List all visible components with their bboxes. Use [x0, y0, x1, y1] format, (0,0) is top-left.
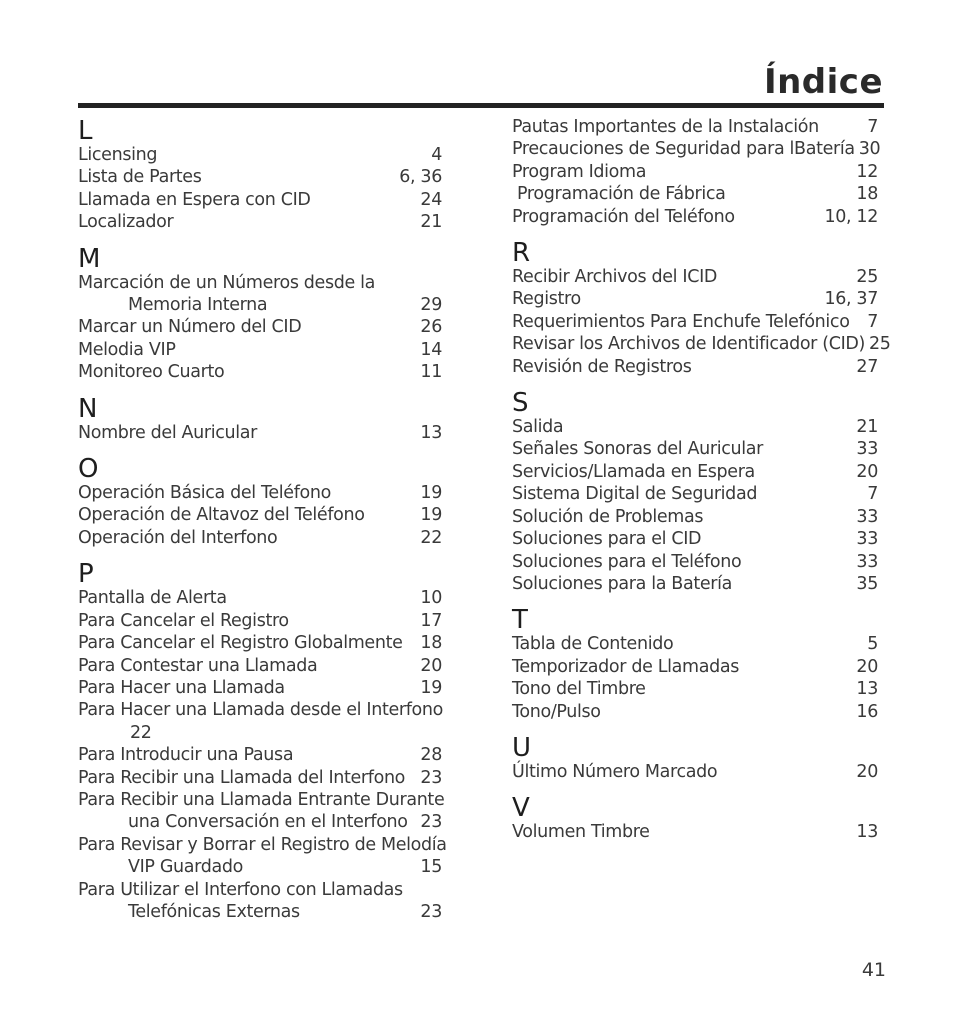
- entry-name: Programación del Teléfono: [512, 206, 735, 227]
- entry-name: Localizador: [78, 212, 174, 233]
- index-entry: [78, 144, 442, 166]
- entry-page: 19: [420, 483, 442, 504]
- entry-page: 23: [420, 812, 442, 833]
- index-entry: [512, 183, 878, 205]
- index-section: [78, 116, 442, 234]
- index-entry: [78, 901, 442, 923]
- index-entry: [78, 722, 442, 744]
- entry-page: 10, 12: [824, 206, 878, 227]
- entry-page: 21: [856, 417, 878, 438]
- entry-page: 11: [420, 362, 442, 383]
- section-letter: L: [78, 116, 93, 146]
- index-entry: [512, 116, 878, 138]
- entry-page: 25: [869, 334, 891, 355]
- index-entry: [512, 551, 878, 573]
- entry-page: 19: [420, 505, 442, 526]
- index-entry: [512, 656, 878, 678]
- entry-name: VIP Guardado: [128, 857, 243, 878]
- index-entry: [512, 138, 881, 160]
- entry-name: Para Cancelar el Registro: [78, 610, 289, 631]
- index-section: [512, 116, 881, 228]
- entry-page: 35: [856, 573, 878, 594]
- entry-page: 33: [856, 439, 878, 460]
- entry-page: 5: [867, 634, 878, 655]
- index-entry: [512, 506, 878, 528]
- section-letter: S: [512, 388, 529, 419]
- entry-page: 16: [856, 701, 878, 722]
- index-entry: [512, 573, 878, 595]
- entry-page: 22: [420, 527, 442, 548]
- entry-page: 33: [856, 551, 878, 572]
- entry-name: una Conversación en el Interfono: [128, 812, 408, 833]
- entry-page: 16, 37: [824, 289, 878, 310]
- index-section: [78, 559, 447, 923]
- entry-name: Para Hacer una Llamada desde el Interfono: [78, 700, 443, 721]
- entry-page: 7: [867, 117, 878, 137]
- entry-name: Recibir Archivos del ICID: [512, 267, 718, 288]
- entry-name: Sistema Digital de Seguridad: [512, 484, 758, 505]
- index-entry: [78, 361, 442, 383]
- entry-page: 33: [856, 506, 878, 527]
- section-letter: R: [512, 238, 531, 269]
- entry-name: Para Revisar y Borrar el Registro de Melodía: [78, 834, 447, 855]
- index-entry: [512, 356, 878, 378]
- entry-name: Soluciones para el CID: [512, 529, 702, 550]
- index-entry: [512, 266, 878, 288]
- index-section: [512, 388, 878, 595]
- section-letter: O: [78, 454, 99, 485]
- entry-page: 23: [420, 901, 442, 922]
- index-section: [78, 394, 442, 444]
- entry-page: 15: [420, 857, 442, 878]
- index-entry: [512, 633, 878, 655]
- entry-name: Pantalla de Alerta: [78, 588, 227, 609]
- entry-page: 7: [867, 311, 878, 332]
- entry-page: 12: [856, 161, 878, 182]
- entry-name: 22: [130, 722, 152, 743]
- index-entry: [78, 189, 442, 211]
- entry-page: 20: [856, 761, 878, 782]
- index-column-left: [78, 116, 447, 933]
- index-entry: [512, 333, 891, 355]
- entry-name: Solución de Problemas: [512, 506, 704, 527]
- index-entry: [78, 856, 442, 878]
- index-entry: [512, 528, 878, 550]
- entry-name: Tabla de Contenido: [512, 634, 674, 655]
- index-entry: [512, 311, 878, 333]
- entry-name: Precauciones de Seguridad para lBatería: [512, 139, 855, 160]
- entry-name: Salida: [512, 417, 564, 438]
- entry-name: Requerimientos Para Enchufe Telefónico: [512, 311, 850, 332]
- entry-name: Para Contestar una Llamada: [78, 655, 318, 676]
- index-entry: [78, 632, 442, 654]
- entry-page: 25: [856, 267, 878, 288]
- entry-name: Nombre del Auricular: [78, 422, 258, 443]
- entry-page: 23: [420, 767, 442, 788]
- index-entry: [78, 655, 442, 677]
- entry-name: Operación de Altavoz del Teléfono: [78, 505, 365, 526]
- entry-page: 28: [420, 745, 442, 766]
- index-entry: [78, 587, 442, 609]
- entry-page: 6, 36: [399, 167, 442, 188]
- index-entry: [78, 294, 442, 316]
- entry-name: Último Número Marcado: [512, 761, 718, 782]
- entry-name: Revisar los Archivos de Identificador (CID): [512, 334, 865, 355]
- entry-name: Señales Sonoras del Auricular: [512, 439, 763, 460]
- entry-name: Operación del Interfono: [78, 527, 278, 548]
- entry-name: Licensing: [78, 145, 158, 165]
- index-entry: [512, 483, 878, 505]
- entry-name: Pautas Importantes de la Instalación: [512, 117, 819, 137]
- entry-page: 19: [420, 677, 442, 698]
- entry-name: Para Utilizar el Interfono con Llamadas: [78, 879, 403, 900]
- title-rule: [78, 103, 884, 108]
- index-entry: [512, 206, 878, 228]
- index-entry: [78, 316, 442, 338]
- entry-page: 17: [420, 610, 442, 631]
- entry-page: 13: [856, 822, 878, 843]
- entry-page: 27: [856, 356, 878, 377]
- entry-page: 7: [867, 484, 878, 505]
- index-section: [512, 605, 878, 723]
- index-entry: [78, 677, 442, 699]
- index-entry: [78, 527, 442, 549]
- section-letter: U: [512, 732, 532, 763]
- entry-name: Servicios/Llamada en Espera: [512, 461, 755, 482]
- entry-name: Melodia VIP: [78, 339, 176, 360]
- section-letter: N: [78, 393, 98, 424]
- index-entry: [78, 166, 442, 188]
- entry-name: Memoria Interna: [128, 295, 268, 316]
- entry-name: Monitoreo Cuarto: [78, 362, 225, 383]
- entry-name: Marcar un Número del CID: [78, 317, 302, 338]
- index-entry: [512, 761, 878, 783]
- entry-name: Telefónicas Externas: [128, 901, 300, 922]
- index-entry: [512, 821, 878, 843]
- entry-name: Programación de Fábrica: [517, 184, 726, 205]
- index-entry: [512, 161, 878, 183]
- index-entry: [78, 834, 447, 856]
- entry-name: Operación Básica del Teléfono: [78, 483, 331, 504]
- page-title: Índice: [763, 62, 883, 102]
- index-entry: [512, 416, 878, 438]
- entry-page: 13: [856, 679, 878, 700]
- entry-name: Lista de Partes: [78, 167, 202, 188]
- index-section: [78, 454, 442, 549]
- entry-page: 4: [431, 145, 442, 165]
- index-section: [512, 238, 891, 378]
- entry-page: 26: [420, 317, 442, 338]
- entry-name: Temporizador de Llamadas: [512, 656, 739, 677]
- entry-page: 24: [420, 189, 442, 210]
- entry-name: Registro: [512, 289, 581, 310]
- index-entry: [512, 701, 878, 723]
- index-entry: [78, 504, 442, 526]
- entry-page: 13: [420, 422, 442, 443]
- entry-name: Volumen Timbre: [512, 822, 650, 843]
- index-entry: [78, 482, 442, 504]
- entry-page: 18: [420, 633, 442, 654]
- index-entry: [78, 879, 442, 901]
- index-entry: [78, 699, 442, 721]
- index-section: [78, 244, 442, 384]
- index-entry: [78, 422, 442, 444]
- index-section: [512, 793, 878, 843]
- index-column-right: [512, 116, 891, 854]
- entry-name: Tono/Pulso: [512, 701, 601, 722]
- index-entry: [78, 744, 442, 766]
- entry-name: Para Introducir una Pausa: [78, 745, 294, 766]
- section-letter: P: [78, 559, 94, 590]
- entry-name: Para Recibir una Llamada del Interfono: [78, 767, 406, 788]
- index-entry: [78, 610, 442, 632]
- entry-name: Program Idioma: [512, 161, 647, 182]
- entry-page: 29: [420, 295, 442, 316]
- entry-name: Para Hacer una Llamada: [78, 677, 285, 698]
- entry-name: Soluciones para la Batería: [512, 573, 732, 594]
- index-entry: [78, 789, 445, 811]
- index-entry: [78, 339, 442, 361]
- section-letter: M: [78, 243, 101, 274]
- page-number: 41: [861, 959, 886, 981]
- index-entry: [78, 767, 442, 789]
- index-entry: [78, 811, 442, 833]
- entry-page: 14: [420, 339, 442, 360]
- index-entry: [512, 288, 878, 310]
- section-letter: T: [512, 605, 528, 636]
- entry-page: 21: [420, 212, 442, 233]
- index-entry: [512, 678, 878, 700]
- entry-page: 20: [856, 656, 878, 677]
- entry-page: 10: [420, 588, 442, 609]
- index-entry: [78, 211, 442, 233]
- index-entry: [78, 272, 442, 294]
- entry-name: Para Cancelar el Registro Globalmente: [78, 633, 403, 654]
- entry-page: 20: [420, 655, 442, 676]
- entry-page: 18: [856, 184, 878, 205]
- index-entry: [512, 461, 878, 483]
- entry-page: 20: [856, 461, 878, 482]
- index-section: [512, 733, 878, 783]
- entry-name: Marcación de un Números desde la: [78, 272, 376, 293]
- entry-name: Para Recibir una Llamada Entrante Durante: [78, 789, 445, 810]
- entry-name: Revisión de Registros: [512, 356, 692, 377]
- index-entry: [512, 438, 878, 460]
- entry-page: 33: [856, 529, 878, 550]
- entry-page: 30: [858, 139, 881, 160]
- entry-name: Soluciones para el Teléfono: [512, 551, 742, 572]
- section-letter: V: [512, 793, 530, 824]
- entry-name: Llamada en Espera con CID: [78, 189, 311, 210]
- entry-name: Tono del Timbre: [512, 679, 646, 700]
